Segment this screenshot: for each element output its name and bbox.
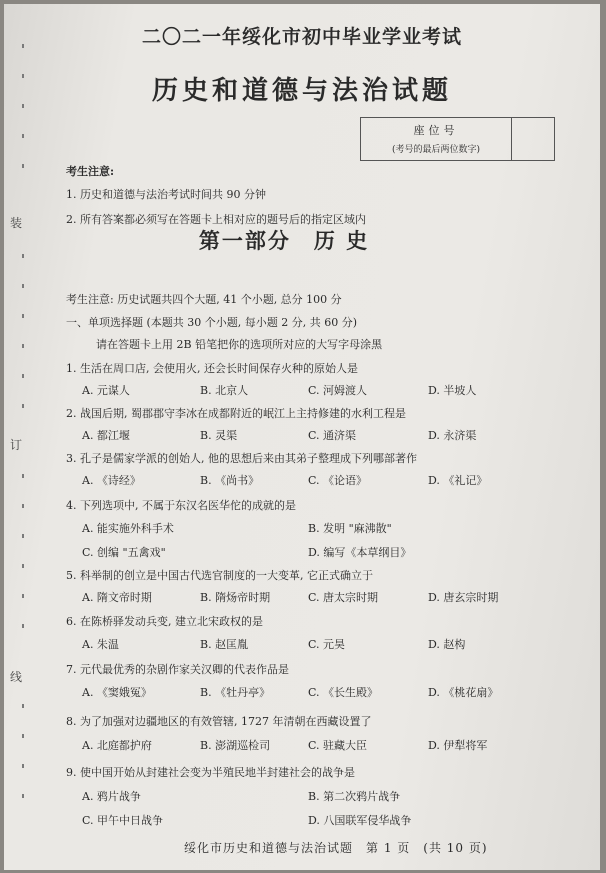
option-c: C. 《长生殿》 bbox=[308, 686, 379, 699]
question-stem: 3. 孔子是儒家学派的创始人, 他的思想后来由其弟子整理成下列哪部著作 bbox=[66, 452, 417, 465]
question-stem: 2. 战国后期, 蜀郡郡守李冰在成都附近的岷江上主持修建的水利工程是 bbox=[66, 407, 406, 420]
section-title: 一、单项选择题 (本题共 30 个小题, 每小题 2 分, 共 60 分) bbox=[66, 316, 358, 329]
option-c: C. 元昊 bbox=[308, 638, 346, 651]
question-stem: 7. 元代最优秀的杂剧作家关汉卿的代表作品是 bbox=[66, 663, 289, 676]
question-stem: 8. 为了加强对边疆地区的有效管辖, 1727 年清朝在西藏设置了 bbox=[66, 715, 372, 728]
notice-heading: 考生注意: bbox=[66, 165, 115, 178]
binding-mark-ding: 订 bbox=[10, 438, 23, 452]
option-c: C. 创编 "五禽戏" bbox=[82, 546, 166, 559]
option-b: B. 隋炀帝时期 bbox=[200, 591, 271, 604]
option-b: B. 赵匡胤 bbox=[200, 638, 249, 651]
option-b: B. 第二次鸦片战争 bbox=[308, 790, 401, 803]
option-d: D. 八国联军侵华战争 bbox=[308, 814, 412, 827]
option-a: A. 能实施外科手术 bbox=[82, 522, 174, 535]
option-b: B. 《牡丹亭》 bbox=[200, 686, 271, 699]
option-c: C. 唐太宗时期 bbox=[308, 591, 379, 604]
option-b: B. 发明 "麻沸散" bbox=[308, 522, 392, 535]
question-stem: 1. 生活在周口店, 会使用火, 还会长时间保存火种的原始人是 bbox=[66, 362, 358, 375]
exam-paper bbox=[4, 4, 600, 870]
exam-year-heading: 二〇二一年绥化市初中毕业学业考试 bbox=[141, 26, 462, 48]
option-a: A. 《诗经》 bbox=[82, 474, 141, 487]
option-a: A. 元谋人 bbox=[82, 384, 130, 397]
option-c: C. 《论语》 bbox=[308, 474, 368, 487]
option-c: C. 甲午中日战争 bbox=[82, 814, 164, 827]
option-c: C. 河姆渡人 bbox=[308, 384, 368, 397]
option-d: D. 编写《本草纲目》 bbox=[308, 546, 412, 559]
option-d: D. 唐玄宗时期 bbox=[428, 591, 499, 604]
option-b: B. 北京人 bbox=[200, 384, 249, 397]
notice-item: 1. 历史和道德与法治考试时间共 90 分钟 bbox=[66, 188, 266, 201]
option-d: D. 《礼记》 bbox=[428, 474, 488, 487]
option-a: A. 朱温 bbox=[82, 638, 119, 651]
option-b: B. 《尚书》 bbox=[200, 474, 260, 487]
option-b: B. 澎湖巡检司 bbox=[200, 739, 271, 752]
option-a: A. 都江堰 bbox=[82, 429, 130, 442]
seat-number-entry bbox=[510, 117, 555, 161]
option-d: D. 永济渠 bbox=[428, 429, 477, 442]
question-stem: 6. 在陈桥驿发动兵变, 建立北宋政权的是 bbox=[66, 615, 263, 628]
question-stem: 9. 使中国开始从封建社会变为半殖民地半封建社会的战争是 bbox=[66, 766, 355, 779]
option-d: D. 《桃花扇》 bbox=[428, 686, 499, 699]
question-stem: 4. 下列选项中, 不属于东汉名医华佗的成就的是 bbox=[66, 499, 296, 512]
seat-number-box bbox=[360, 117, 512, 161]
option-d: D. 赵构 bbox=[428, 638, 466, 651]
binding-mark-xian: 线 bbox=[10, 670, 23, 684]
seat-number-label: 座位号 bbox=[413, 124, 459, 137]
notice-item: 2. 所有答案都必须写在答题卡上相对应的题号后的指定区域内 bbox=[66, 213, 366, 226]
option-c: C. 驻藏大臣 bbox=[308, 739, 368, 752]
option-a: A. 鸦片战争 bbox=[82, 790, 141, 803]
option-d: D. 伊犁将军 bbox=[428, 739, 488, 752]
part-title: 第一部分 历 史 bbox=[198, 228, 370, 253]
binding-mark-zhuang: 装 bbox=[10, 216, 23, 230]
option-c: C. 通济渠 bbox=[308, 429, 357, 442]
option-b: B. 灵渠 bbox=[200, 429, 238, 442]
page-footer: 绥化市历史和道德与法治试题 第 1 页 (共 10 页) bbox=[184, 841, 488, 855]
option-d: D. 半坡人 bbox=[428, 384, 477, 397]
seat-number-note: (考号的最后两位数字) bbox=[391, 145, 481, 155]
exam-title: 历史和道德与法治试题 bbox=[151, 76, 452, 106]
option-a: A. 《窦娥冤》 bbox=[82, 686, 152, 699]
option-a: A. 北庭都护府 bbox=[82, 739, 152, 752]
option-a: A. 隋文帝时期 bbox=[82, 591, 152, 604]
question-stem: 5. 科举制的创立是中国古代选官制度的一大变革, 它正式确立于 bbox=[66, 569, 373, 582]
section-instruction: 请在答题卡上用 2B 铅笔把你的选项所对应的大写字母涂黑 bbox=[96, 338, 383, 351]
part-notice: 考生注意: 历史试题共四个大题, 41 个小题, 总分 100 分 bbox=[66, 293, 342, 306]
